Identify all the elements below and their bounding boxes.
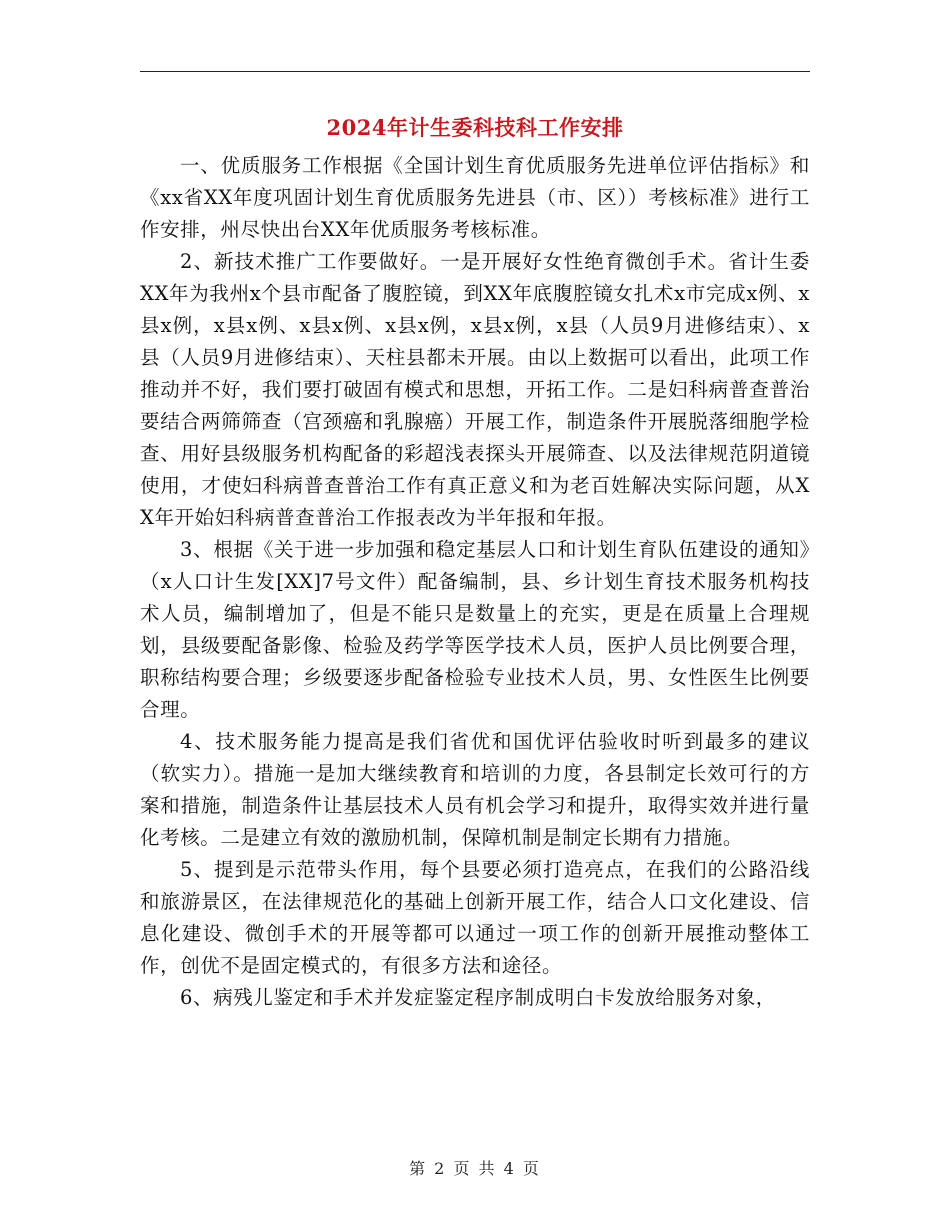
page-number-footer: 第 2 页 共 4 页 [409, 1159, 541, 1178]
paragraph-1: 一、优质服务工作根据《全国计划生育优质服务先进单位评估指标》和《xx省XX年度巩固计划生育优质服务先进县（市、区））考核标准》进行工作安排，州尽快出台XX年优质服务考核标准。 [140, 154, 810, 241]
header-rule [140, 71, 810, 72]
paragraph-5: 5、提到是示范带头作用，每个县要必须打造亮点，在我们的公路沿线和旅游景区，在法律规范化的基础上创新开展工作，结合人口文化建设、信息化建设、微创手术的开展等都可以通过一项工作的创新开展推动整体工作，创优不是固定模式的，有很多方法和途径。 [140, 858, 810, 977]
paragraph-4: 4、技术服务能力提高是我们省优和国优评估验收时听到最多的建议（软实力）。措施一是加大继续教育和培训的力度，各县制定长效可行的方案和措施，制造条件让基层技术人员有机会学习和提升，取得实效并进行量化考核。二是建立有效的激励机制，保障机制是制定长期有力措施。 [140, 730, 810, 849]
document-title: 2024年计生委科技科工作安排 [326, 115, 624, 140]
paragraph-6: 6、病残儿鉴定和手术并发症鉴定程序制成明白卡发放给服务对象， [180, 986, 776, 1009]
paragraph-2: 2、新技术推广工作要做好。一是开展好女性绝育微创手术。省计生委XX年为我州x个县市配备了腹腔镜，到XX年底腹腔镜女扎术x市完成x例、x县x例，x县x例、x县x例、x县x例，x县x例，x县（人员9月进修结束）、x县（人员9月进修结束）、天柱县都未开展。由以上数据可以看出，此项工作推动并不好，我们要打破固有模式和思想，开拓工作。二是妇科病普查普治要结合两筛筛查（宫颈癌和乳腺癌）开展工作，制造条件开展脱落细胞学检查、用好县级服务机构配备的彩超浅表探头开展筛查、以及法律规范阴道镜使用，才使妇科病普查普治工作有真正意义和为老百姓解决实际问题，从XX年开始妇科病普查普治工作报表改为半年报和年报。 [140, 250, 810, 529]
document-body [140, 150, 810, 1014]
paragraph-3: 3、根据《关于进一步加强和稳定基层人口和计划生育队伍建设的通知》（x人口计生发[XX]7号文件）配备编制，县、乡计划生育技术服务机构技术人员，编制增加了，但是不能只是数量上的充实，更是在质量上合理规划，县级要配备影像、检验及药学等医学技术人员，医护人员比例要合理，职称结构要合理；乡级要逐步配备检验专业技术人员，男、女性医生比例要合理。 [140, 538, 810, 721]
